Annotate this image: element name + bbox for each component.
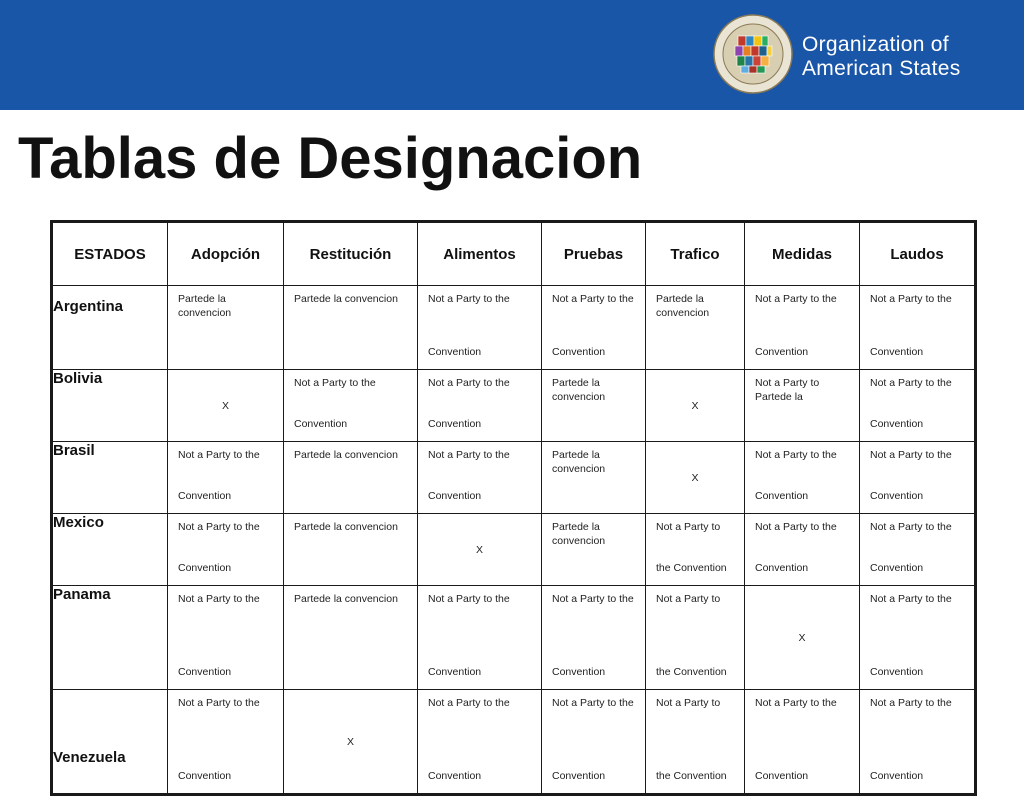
cell-x-mark: [646, 442, 744, 513]
cell-status: [418, 586, 541, 689]
column-header-medidas: Medidas: [745, 222, 860, 286]
cell-line-1: X: [691, 399, 699, 412]
table-cell: [646, 514, 745, 586]
cell-status: [542, 586, 645, 689]
column-header-laudos: Laudos: [860, 222, 976, 286]
cell-line-1: Partede la convencion: [552, 449, 606, 475]
cell-line-1: X: [691, 471, 699, 484]
table-cell: [646, 690, 745, 795]
state-name: Bolivia: [52, 370, 168, 442]
cell-line-2: Convention: [178, 562, 232, 574]
state-name: Argentina: [52, 286, 168, 370]
table-cell: [745, 514, 860, 586]
table-cell: [745, 370, 860, 442]
org-name-line2: American States: [802, 57, 961, 80]
table-cell: [284, 286, 418, 370]
cell-line-1: Not a Party to the: [755, 449, 837, 461]
cell-line-1: Not a Party to the: [870, 521, 952, 533]
column-header-estados: ESTADOS: [52, 222, 168, 286]
cell-line-1: Not a Party to the: [870, 449, 952, 461]
table-cell: [542, 690, 646, 795]
cell-line-1: Partede la convencion: [178, 293, 232, 319]
cell-line-1: Not a Party to the: [870, 593, 952, 605]
table-cell: [418, 442, 542, 514]
cell-status: [745, 286, 859, 369]
table-cell: [860, 442, 976, 514]
cell-status: [168, 586, 283, 689]
cell-status: [745, 442, 859, 513]
cell-status: [168, 286, 283, 369]
table-cell: [418, 370, 542, 442]
cell-line-2: Convention: [870, 418, 924, 430]
cell-line-1: Not a Party to: [656, 521, 721, 533]
table-cell: [542, 370, 646, 442]
cell-status: [168, 514, 283, 585]
table-cell: [542, 586, 646, 690]
cell-status: [418, 370, 541, 441]
cell-status: [542, 370, 645, 441]
cell-line-1: Not a Party to the: [755, 521, 837, 533]
cell-line-1: Not a Party to the: [428, 377, 510, 389]
table-cell: [860, 286, 976, 370]
table-row: [52, 586, 976, 690]
cell-status: [168, 690, 283, 793]
table-cell: [168, 442, 284, 514]
cell-line-2: Convention: [428, 346, 482, 358]
table-cell: [860, 514, 976, 586]
cell-line-1: X: [346, 735, 354, 748]
table-cell: [284, 514, 418, 586]
cell-status: [646, 286, 744, 369]
cell-status: [542, 286, 645, 369]
cell-line-1: Not a Party to the: [552, 593, 634, 605]
cell-line-2: Convention: [870, 770, 924, 782]
cell-status: [860, 514, 974, 585]
column-header-restitucion: Restitución: [284, 222, 418, 286]
table-cell: [542, 286, 646, 370]
cell-status: [284, 514, 417, 585]
cell-x-mark: [418, 514, 541, 585]
cell-line-2: Convention: [428, 490, 482, 502]
cell-line-1: Not a Party to the: [755, 293, 837, 305]
table-cell: [542, 442, 646, 514]
cell-line-1: Not a Party to the: [428, 697, 510, 709]
cell-line-1: Partede la convencion: [294, 521, 398, 533]
cell-line-1: Not a Party to the: [178, 697, 260, 709]
cell-line-1: Not a Party to Partede la: [755, 377, 820, 403]
cell-line-2: the Convention: [656, 562, 727, 574]
table-row: [52, 370, 976, 442]
cell-status: [418, 286, 541, 369]
org-name-line1: Organization of: [802, 33, 949, 56]
cell-x-mark: [646, 370, 744, 441]
cell-line-1: X: [221, 399, 229, 412]
cell-status: [860, 286, 974, 369]
column-header-trafico: Trafico: [646, 222, 745, 286]
cell-status: [860, 586, 974, 689]
cell-line-1: Not a Party to the: [552, 293, 634, 305]
cell-line-1: Not a Party to the: [178, 521, 260, 533]
state-name: Brasil: [52, 442, 168, 514]
cell-line-2: Convention: [870, 490, 924, 502]
cell-line-2: Convention: [870, 562, 924, 574]
cell-status: [284, 586, 417, 689]
cell-status: [542, 690, 645, 793]
table-cell: [418, 586, 542, 690]
table-cell: [745, 586, 860, 690]
table-cell: [860, 690, 976, 795]
designation-table: [50, 220, 977, 796]
cell-line-2: the Convention: [656, 666, 727, 678]
table-cell: [418, 286, 542, 370]
table-cell: [646, 586, 745, 690]
cell-status: [284, 370, 417, 441]
cell-status: [646, 586, 744, 689]
cell-line-2: Convention: [755, 490, 809, 502]
cell-x-mark: [168, 370, 283, 441]
oas-seal-logo: [713, 14, 793, 94]
cell-status: [418, 442, 541, 513]
table-row: [52, 442, 976, 514]
cell-status: [860, 370, 974, 441]
table-row: [52, 690, 976, 795]
cell-status: [745, 370, 859, 441]
cell-line-1: Not a Party to the: [178, 593, 260, 605]
cell-status: [284, 286, 417, 369]
column-header-adopcion: Adopción: [168, 222, 284, 286]
cell-line-2: Convention: [428, 770, 482, 782]
cell-status: [542, 442, 645, 513]
cell-line-2: Convention: [755, 562, 809, 574]
table-cell: [745, 690, 860, 795]
cell-line-2: Convention: [755, 770, 809, 782]
cell-line-2: the Convention: [656, 770, 727, 782]
table-cell: [168, 514, 284, 586]
organization-name: [802, 33, 961, 81]
cell-status: [418, 690, 541, 793]
cell-status: [168, 442, 283, 513]
table-cell: [646, 370, 745, 442]
cell-line-1: Partede la convencion: [552, 521, 606, 547]
cell-x-mark: [745, 586, 859, 689]
cell-status: [646, 690, 744, 793]
table-cell: [168, 586, 284, 690]
table-cell: [418, 690, 542, 795]
cell-line-1: Not a Party to: [656, 697, 721, 709]
table-cell: [168, 286, 284, 370]
cell-line-2: Convention: [755, 346, 809, 358]
cell-line-1: Not a Party to: [656, 593, 721, 605]
cell-line-1: Partede la convencion: [656, 293, 710, 319]
table-row: [52, 286, 976, 370]
column-header-alimentos: Alimentos: [418, 222, 542, 286]
state-name: Panama: [52, 586, 168, 690]
table-cell: [745, 442, 860, 514]
cell-x-mark: [284, 690, 417, 793]
table-cell: [646, 442, 745, 514]
cell-line-2: Convention: [294, 418, 348, 430]
table-cell: [284, 690, 418, 795]
header-row: [52, 222, 976, 286]
cell-status: [284, 442, 417, 513]
cell-line-1: X: [475, 543, 483, 556]
cell-line-1: Partede la convencion: [294, 293, 398, 305]
cell-line-2: Convention: [178, 490, 232, 502]
cell-line-1: Partede la convencion: [294, 593, 398, 605]
cell-line-1: Not a Party to the: [428, 593, 510, 605]
cell-status: [860, 690, 974, 793]
state-name: Mexico: [52, 514, 168, 586]
cell-line-1: Not a Party to the: [870, 293, 952, 305]
table-cell: [168, 690, 284, 795]
cell-line-2: Convention: [870, 346, 924, 358]
cell-line-2: Convention: [428, 418, 482, 430]
cell-line-2: Convention: [178, 666, 232, 678]
cell-line-2: Convention: [870, 666, 924, 678]
table-cell: [284, 370, 418, 442]
cell-status: [542, 514, 645, 585]
cell-line-1: Partede la convencion: [294, 449, 398, 461]
cell-line-1: Not a Party to the: [870, 377, 952, 389]
cell-line-1: Not a Party to the: [428, 293, 510, 305]
table-cell: [284, 586, 418, 690]
cell-line-1: Not a Party to the: [755, 697, 837, 709]
cell-status: [745, 514, 859, 585]
cell-status: [860, 442, 974, 513]
cell-line-2: Convention: [428, 666, 482, 678]
table-cell: [745, 286, 860, 370]
table-row: [52, 514, 976, 586]
column-header-pruebas: Pruebas: [542, 222, 646, 286]
table-cell: [284, 442, 418, 514]
table-cell: [418, 514, 542, 586]
cell-line-1: Not a Party to the: [552, 697, 634, 709]
page-title: Tablas de Designacion: [18, 126, 643, 191]
cell-status: [646, 514, 744, 585]
cell-line-1: X: [798, 631, 806, 644]
cell-line-2: Convention: [552, 666, 606, 678]
state-name: Venezuela: [52, 690, 168, 795]
table-cell: [542, 514, 646, 586]
cell-line-1: Not a Party to the: [428, 449, 510, 461]
table-cell: [860, 586, 976, 690]
cell-line-2: Convention: [178, 770, 232, 782]
cell-line-2: Convention: [552, 346, 606, 358]
table-cell: [168, 370, 284, 442]
cell-line-1: Not a Party to the: [294, 377, 376, 389]
table-cell: [860, 370, 976, 442]
table-cell: [646, 286, 745, 370]
cell-line-1: Not a Party to the: [870, 697, 952, 709]
cell-line-2: Convention: [552, 770, 606, 782]
cell-line-1: Not a Party to the: [178, 449, 260, 461]
cell-line-1: Partede la convencion: [552, 377, 606, 403]
cell-status: [745, 690, 859, 793]
